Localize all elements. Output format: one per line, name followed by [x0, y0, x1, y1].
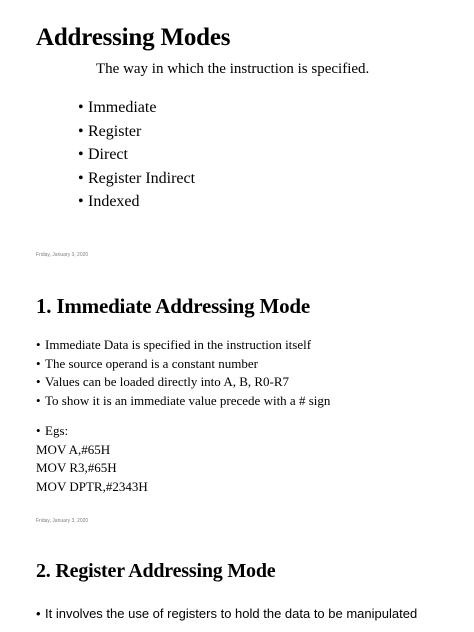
- list-item-text: Values can be loaded directly into A, B, R0-R7: [45, 374, 290, 389]
- bullet-icon: •: [78, 193, 84, 210]
- bullet-icon: •: [36, 606, 41, 621]
- bullet-icon: •: [36, 392, 41, 408]
- list-item: [78, 167, 195, 191]
- bullet-icon: •: [36, 423, 41, 438]
- bullet-icon: •: [78, 146, 84, 163]
- slide-addressing-modes: [0, 0, 474, 270]
- list-item: [36, 604, 417, 624]
- list-item: [78, 190, 195, 214]
- slide-footer-date: Friday, January 3, 2020: [36, 252, 89, 258]
- points-list: [36, 604, 417, 624]
- slide-immediate-addressing: [0, 270, 474, 532]
- list-item: [36, 355, 330, 374]
- list-item: [36, 392, 330, 411]
- bullet-icon: •: [78, 99, 84, 116]
- code-example: MOV R3,#65H: [36, 460, 117, 475]
- list-item: [36, 336, 330, 355]
- list-item: [36, 373, 330, 392]
- examples-heading: [36, 422, 68, 441]
- slide-title: 2. Register Addressing Mode: [36, 560, 276, 582]
- bullet-icon: •: [78, 122, 84, 140]
- list-item-label: Indexed: [88, 193, 140, 210]
- bullet-icon: •: [36, 355, 41, 371]
- code-example: MOV A,#65H: [36, 441, 111, 457]
- slide-register-addressing: [0, 540, 474, 632]
- slide-subtitle: The way in which the instruction is specified.: [96, 61, 370, 77]
- list-item: [78, 120, 195, 144]
- slide-title: 1. Immediate Addressing Mode: [36, 294, 311, 318]
- points-list: [36, 336, 330, 410]
- slide-title: Addressing Modes: [36, 24, 231, 51]
- list-item-label: Immediate: [88, 99, 157, 116]
- examples-list: [36, 441, 148, 497]
- list-item-label: Direct: [88, 146, 128, 163]
- list-item-text: The source operand is a constant number: [45, 355, 258, 371]
- list-item-text: Immediate Data is specified in the instruction itself: [45, 337, 312, 352]
- code-example: MOV DPTR,#2343H: [36, 478, 148, 494]
- addressing-modes-list: [78, 96, 195, 214]
- list-item: [78, 143, 195, 167]
- list-item-label: Register: [88, 122, 142, 140]
- bullet-icon: •: [36, 374, 41, 389]
- list-item-text: To show it is an immediate value precede with a # sign: [45, 392, 331, 408]
- list-item: [78, 96, 195, 120]
- slide-footer-date: Friday, January 3, 2020: [36, 518, 89, 524]
- list-item-label: Register Indirect: [88, 169, 196, 187]
- examples-label: Egs:: [45, 423, 69, 438]
- bullet-icon: •: [78, 169, 84, 187]
- list-item-text: It involves the use of registers to hold the data to be manipulated: [45, 606, 418, 621]
- bullet-icon: •: [36, 337, 41, 352]
